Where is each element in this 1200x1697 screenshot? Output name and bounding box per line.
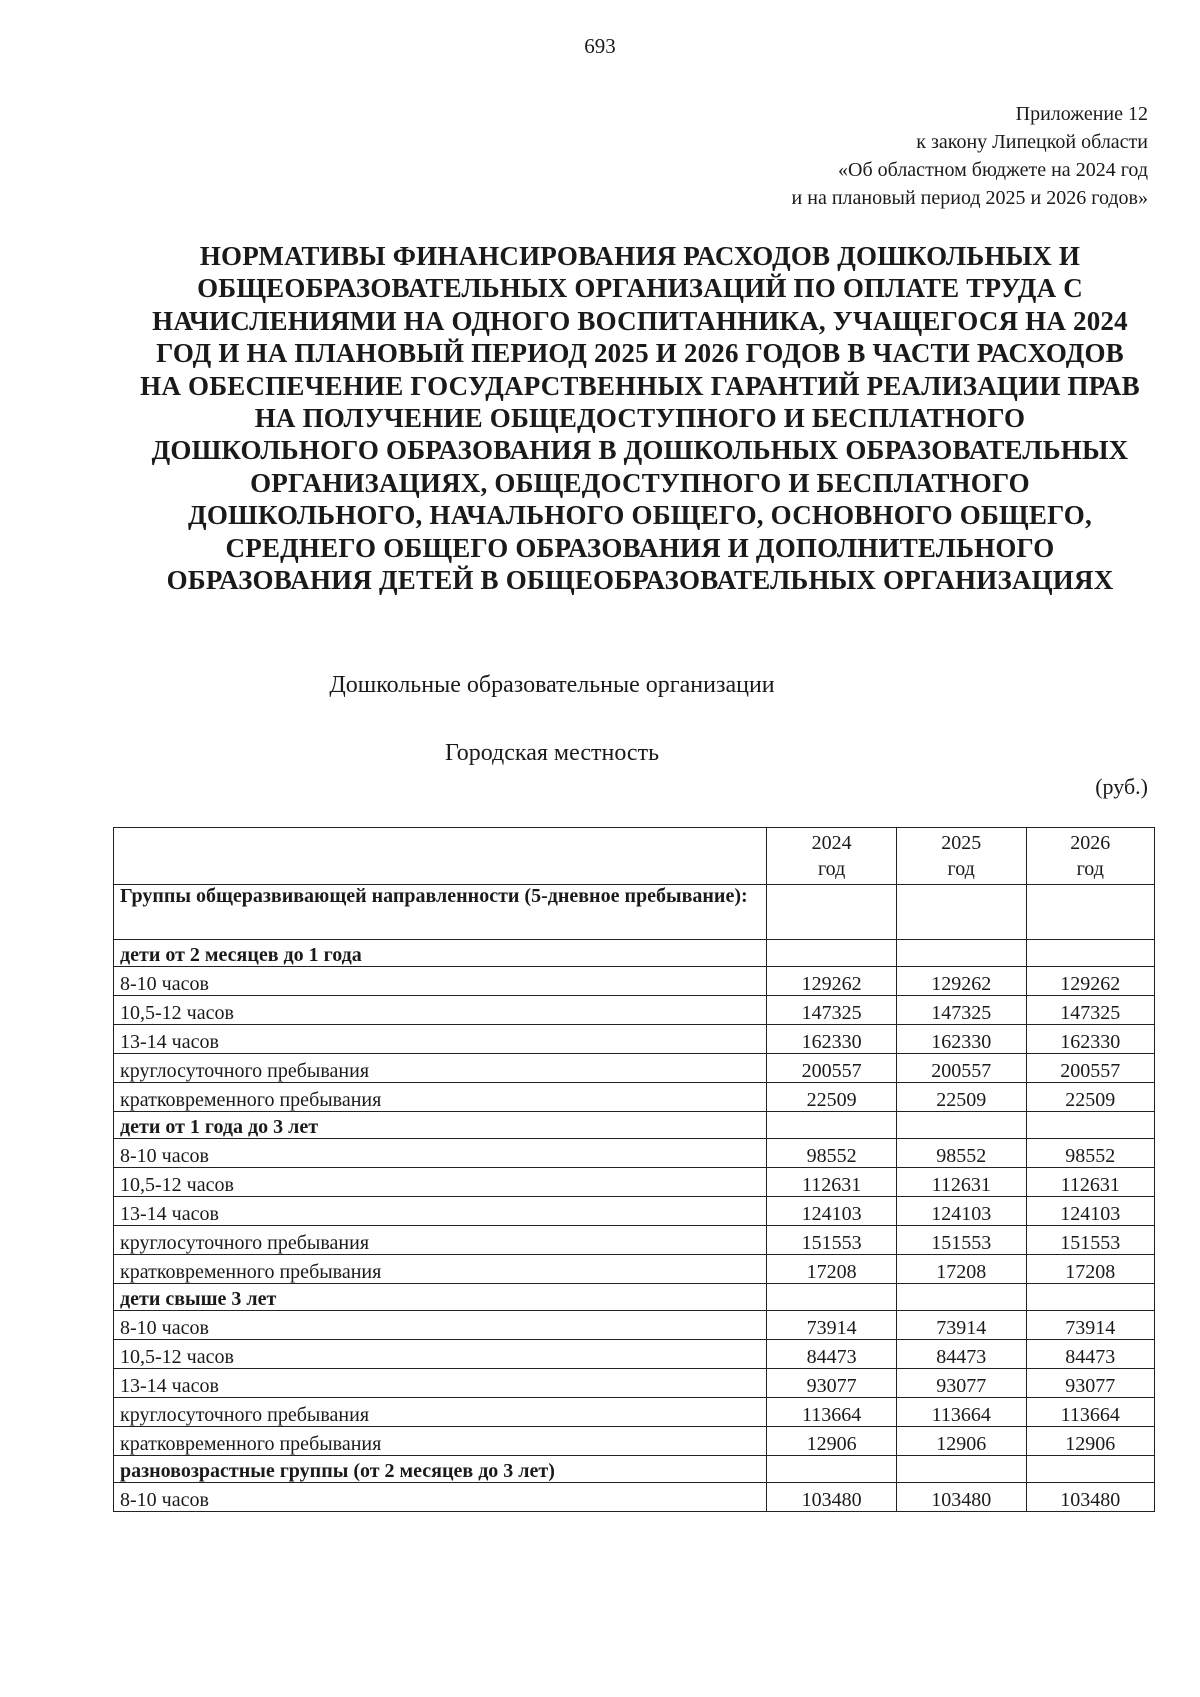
category-row [114,940,1155,967]
value-cell-2026 [1026,940,1155,967]
value-cell-2024: 73914 [767,1311,897,1340]
value-cell-2024: 151553 [767,1226,897,1255]
row-label: круглосуточного пребывания [114,1226,767,1255]
value-cell-2026: 129262 [1026,967,1155,996]
row-label: 10,5-12 часов [114,1340,767,1369]
value-cell-2025: 22509 [896,1083,1026,1112]
value-cell-2026: 151553 [1026,1226,1155,1255]
row-label: 8-10 часов [114,1139,767,1168]
category-row [114,1112,1155,1139]
table-row [114,1139,1155,1168]
value-cell-2024: 98552 [767,1139,897,1168]
table-row [114,1369,1155,1398]
value-cell-2025: 124103 [896,1197,1026,1226]
row-label: Группы общеразвивающей направленности (5-дневное пребывание): [114,885,767,940]
value-cell-2025: 103480 [896,1483,1026,1512]
value-cell-2024: 200557 [767,1054,897,1083]
header-year-2026: 2026 год [1026,828,1155,885]
value-cell-2024: 112631 [767,1168,897,1197]
category-row [114,1284,1155,1311]
value-cell-2025: 93077 [896,1369,1026,1398]
value-cell-2026: 147325 [1026,996,1155,1025]
table-row [114,1083,1155,1112]
value-cell-2025 [896,940,1026,967]
row-label: кратковременного пребывания [114,1083,767,1112]
header-year-2025: 2025 год [896,828,1026,885]
value-cell-2026 [1026,1112,1155,1139]
value-cell-2024 [767,1456,897,1483]
row-label: 13-14 часов [114,1197,767,1226]
value-cell-2026: 73914 [1026,1311,1155,1340]
value-cell-2025: 151553 [896,1226,1026,1255]
value-cell-2024: 93077 [767,1369,897,1398]
value-cell-2026: 93077 [1026,1369,1155,1398]
appendix-reference [792,100,1148,212]
value-cell-2025: 113664 [896,1398,1026,1427]
units-label: (руб.) [1095,774,1148,799]
table-row [114,1311,1155,1340]
table-row [114,1427,1155,1456]
page-number: 693 [584,34,616,58]
header-label-cell [114,828,767,885]
value-cell-2024: 162330 [767,1025,897,1054]
value-cell-2026: 124103 [1026,1197,1155,1226]
row-label: круглосуточного пребывания [114,1398,767,1427]
value-cell-2024: 124103 [767,1197,897,1226]
value-cell-2026: 103480 [1026,1483,1155,1512]
row-label: 13-14 часов [114,1369,767,1398]
table-row [114,967,1155,996]
table-row [114,1025,1155,1054]
value-cell-2026: 22509 [1026,1083,1155,1112]
row-label: разновозрастные группы (от 2 месяцев до 3 лет) [114,1456,767,1483]
value-cell-2025 [896,1112,1026,1139]
table-row [114,1340,1155,1369]
value-cell-2025: 12906 [896,1427,1026,1456]
value-cell-2024: 129262 [767,967,897,996]
value-cell-2024: 84473 [767,1340,897,1369]
value-cell-2026: 17208 [1026,1255,1155,1284]
row-label: дети от 1 года до 3 лет [114,1112,767,1139]
row-label: кратковременного пребывания [114,1255,767,1284]
value-cell-2026: 113664 [1026,1398,1155,1427]
value-cell-2024: 147325 [767,996,897,1025]
value-cell-2024 [767,940,897,967]
value-cell-2024: 22509 [767,1083,897,1112]
row-label: 8-10 часов [114,967,767,996]
appendix-line: Приложение 12 [1015,103,1148,125]
value-cell-2024: 103480 [767,1483,897,1512]
table-row [114,1255,1155,1284]
table-row [114,1197,1155,1226]
value-cell-2026: 112631 [1026,1168,1155,1197]
value-cell-2025 [896,885,1026,940]
value-cell-2025 [896,1284,1026,1311]
value-cell-2026 [1026,1284,1155,1311]
value-cell-2024: 17208 [767,1255,897,1284]
value-cell-2025: 162330 [896,1025,1026,1054]
row-label: 10,5-12 часов [114,996,767,1025]
value-cell-2024: 12906 [767,1427,897,1456]
category-row [114,1456,1155,1483]
group-row [114,885,1155,940]
row-label: круглосуточного пребывания [114,1054,767,1083]
value-cell-2026 [1026,1456,1155,1483]
appendix-line: и на плановый период 2025 и 2026 годов» [791,187,1148,209]
value-cell-2024 [767,885,897,940]
value-cell-2026: 162330 [1026,1025,1155,1054]
table-header-row [114,828,1155,885]
table-row [114,1168,1155,1197]
table-row [114,1398,1155,1427]
value-cell-2025: 112631 [896,1168,1026,1197]
value-cell-2025: 129262 [896,967,1026,996]
document-title: НОРМАТИВЫ ФИНАНСИРОВАНИЯ РАСХОДОВ ДОШКОЛЬНЫХ И ОБЩЕОБРАЗОВАТЕЛЬНЫХ ОРГАНИЗАЦИЙ ПО ОПЛАТЕ ТРУДА С НАЧИСЛЕНИЯМИ НА ОДНОГО ВОСПИТАННИКА, УЧАЩЕГОСЯ НА 2024 ГОД И НА ПЛАНОВЫЙ ПЕРИОД 2025 И 2026 ГОДОВ В ЧАСТИ РАСХОДОВ НА ОБЕСПЕЧЕНИЕ ГОСУДАРСТВЕННЫХ ГАРАНТИЙ РЕАЛИЗАЦИИ ПРАВ НА ПОЛУЧЕНИЕ ОБЩЕДОСТУПНОГО И БЕСПЛАТНОГО ДОШКОЛЬНОГО ОБРАЗОВАНИЯ В ДОШКОЛЬНЫХ ОБРАЗОВАТЕЛЬНЫХ ОРГАНИЗАЦИЯХ, ОБЩЕДОСТУПНОГО И БЕСПЛАТНОГО ДОШКОЛЬНОГО, НАЧАЛЬНОГО ОБЩЕГО, ОСНОВНОГО ОБЩЕГО, СРЕДНЕГО ОБЩЕГО ОБРАЗОВАНИЯ И ДОПОЛНИТЕЛЬНОГО ОБРАЗОВАНИЯ ДЕТЕЙ В ОБЩЕОБРАЗОВАТЕЛЬНЫХ ОРГАНИЗАЦИЯХ [140,241,1140,596]
row-label: кратковременного пребывания [114,1427,767,1456]
value-cell-2026: 12906 [1026,1427,1155,1456]
header-year-2024: 2024 год [767,828,897,885]
table-row [114,996,1155,1025]
value-cell-2026: 200557 [1026,1054,1155,1083]
value-cell-2025: 200557 [896,1054,1026,1083]
row-label: дети свыше 3 лет [114,1284,767,1311]
row-label: дети от 2 месяцев до 1 года [114,940,767,967]
value-cell-2026: 98552 [1026,1139,1155,1168]
value-cell-2025: 98552 [896,1139,1026,1168]
value-cell-2025: 73914 [896,1311,1026,1340]
value-cell-2024: 113664 [767,1398,897,1427]
value-cell-2024 [767,1284,897,1311]
value-cell-2024 [767,1112,897,1139]
row-label: 13-14 часов [114,1025,767,1054]
value-cell-2026: 84473 [1026,1340,1155,1369]
value-cell-2025 [896,1456,1026,1483]
row-label: 8-10 часов [114,1311,767,1340]
norms-table [113,827,1155,1512]
value-cell-2025: 147325 [896,996,1026,1025]
table-body [114,885,1155,1512]
table-row [114,1483,1155,1512]
section-heading: Дошкольные образовательные организации [329,672,775,698]
value-cell-2026 [1026,885,1155,940]
table-row [114,1226,1155,1255]
row-label: 8-10 часов [114,1483,767,1512]
value-cell-2025: 17208 [896,1255,1026,1284]
subsection-heading: Городская местность [444,740,660,766]
value-cell-2025: 84473 [896,1340,1026,1369]
row-label: 10,5-12 часов [114,1168,767,1197]
appendix-line: к закону Липецкой области [916,131,1148,153]
appendix-line: «Об областном бюджете на 2024 год [838,159,1148,181]
table-row [114,1054,1155,1083]
